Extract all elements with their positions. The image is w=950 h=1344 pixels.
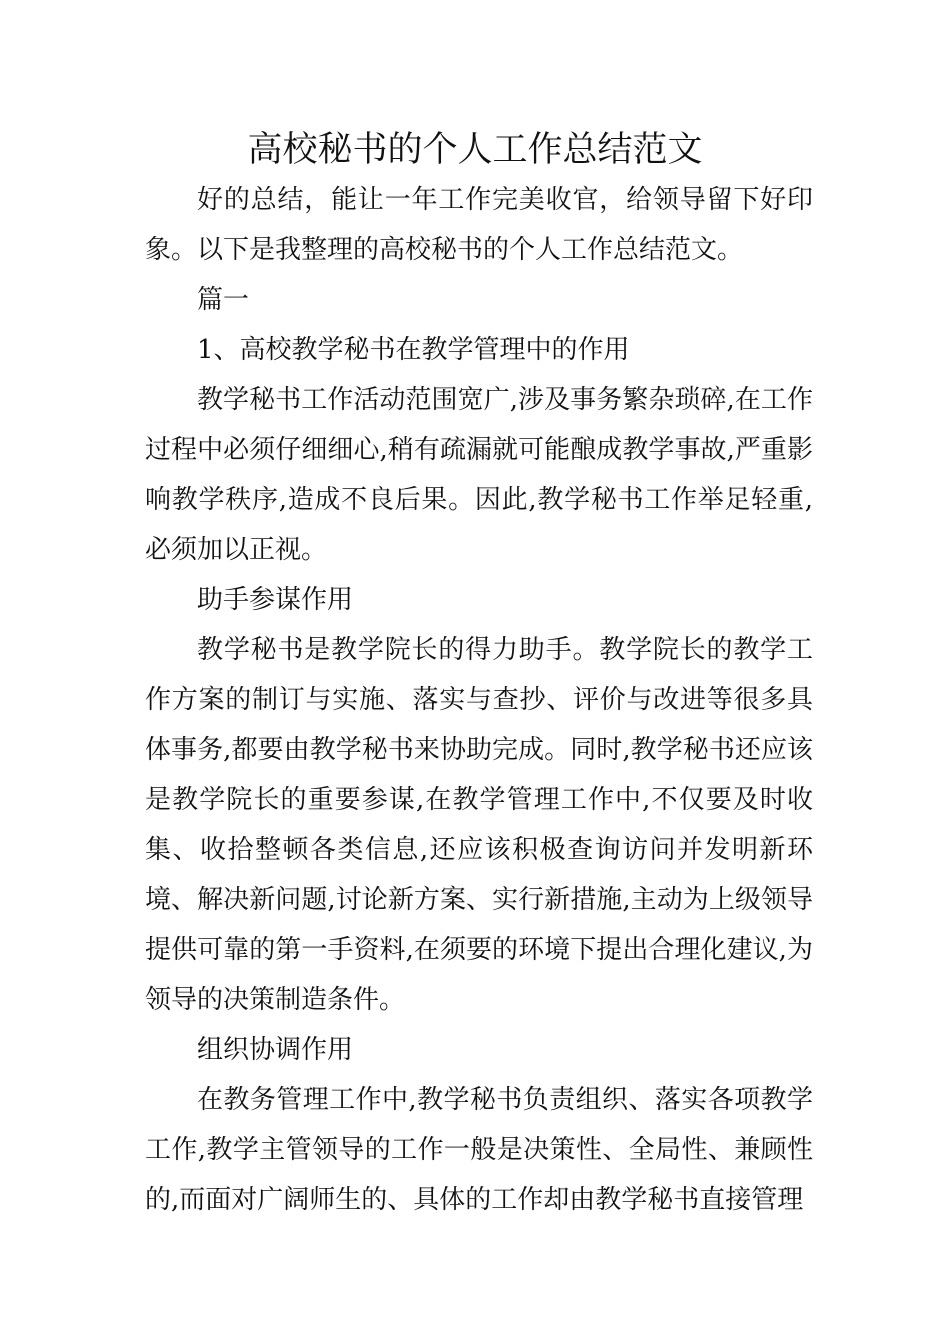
body-paragraph: 教学秘书是教学院长的得力助手。教学院长的教学工作方案的制订与实施、落实与查抄、评价与改进等很多具体事务,都要由教学秘书来协助完成。同时,教学秘书还应该是教学院长的重要参谋,在教学管理工作中,不仅要及时收集、收拾整顿各类信息,还应该积极查询访问并发明新环境、解决新问题,讨论新方案、实行新措施,主动为上级领导提供可靠的第一手资料,在须要的环境下提出合理化建议,为领导的决策制造条件。	[145, 635, 813, 1015]
intro-paragraph: 好的总结，能让一年工作完美收官，给领导留下好印象。以下是我整理的高校秘书的个人工作总结范文。	[145, 185, 813, 265]
subsection-heading: 助手参谋作用	[197, 585, 354, 615]
subsection-heading: 组织协调作用	[197, 1035, 354, 1065]
document-body	[145, 175, 813, 1225]
body-paragraph: 在教务管理工作中,教学秘书负责组织、落实各项教学工作,教学主管领导的工作一般是决策性、全局性、兼顾性的,而面对广阔师生的、具体的工作却由教学秘书直接管理	[145, 1085, 813, 1215]
document-title: 高校秘书的个人工作总结范文	[247, 130, 703, 170]
section-label: 篇一	[197, 285, 250, 315]
body-paragraph: 教学秘书工作活动范围宽广,涉及事务繁杂琐碎,在工作过程中必须仔细细心,稍有疏漏就可能酿成教学事故,严重影响教学秩序,造成不良后果。因此,教学秘书工作举足轻重,必须加以正视。	[145, 385, 813, 565]
section-heading: 1、高校教学秘书在教学管理中的作用	[197, 335, 630, 365]
